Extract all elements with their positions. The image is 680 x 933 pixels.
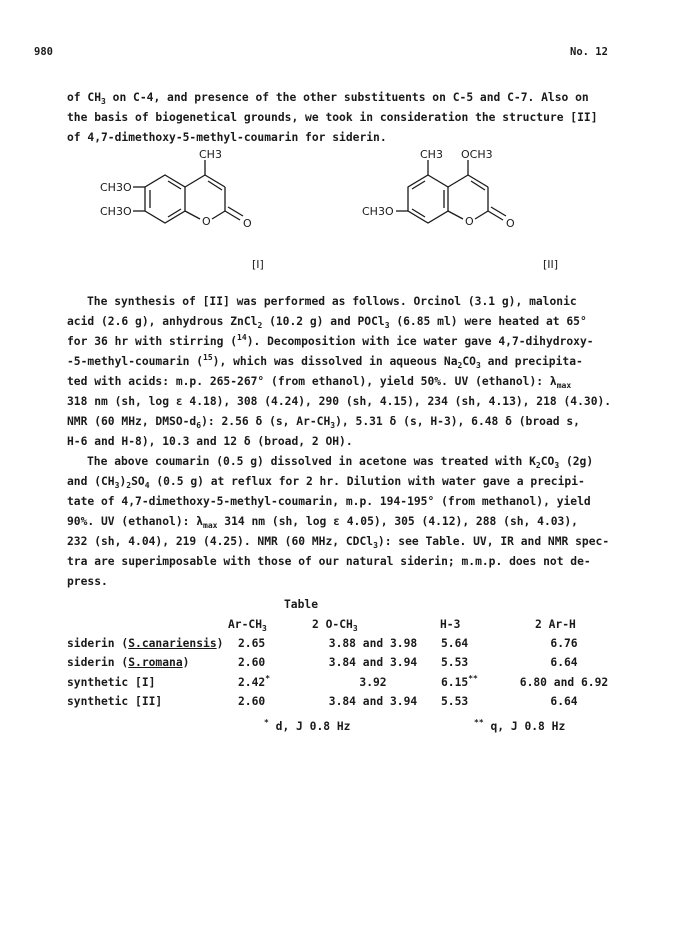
row-3-arh: 6.80 and 6.92 [519, 676, 609, 689]
s2-carbonyl-oxygen: O [506, 217, 515, 230]
syn-line-8: H-6 and H-8), 10.3 and 12 δ (broad, 2 OH). [67, 435, 353, 448]
meth-line-4: 90%. UV (ethanol): $\lambda_{max}$ 314 nm (sh, log ε 4.05), 305 (4.12), 288 (sh, 4.03), [67, 515, 578, 530]
row-2-compound: siderin [67, 656, 115, 669]
chemical-structures [0, 150, 680, 280]
footnote-star-text: d, J 0.8 Hz [275, 720, 351, 733]
row-1-compound: siderin [67, 637, 115, 650]
s2-ch3-top: CH3 [420, 150, 443, 161]
row-1-arh: 6.76 [550, 637, 578, 650]
col-header-arh: 2 Ar-H [535, 618, 576, 631]
syn-line-6: 318 nm (sh, log ε 4.18), 308 (4.24), 290 (sh, 4.15), 234 (sh, 4.13), 218 (4.30). [67, 395, 612, 408]
synthesis-paragraph [67, 292, 627, 592]
intro-line-3: of 4,7-dimethoxy-5-methyl-coumarin for siderin. [67, 131, 387, 144]
row-1-source: S.canariensis [128, 637, 217, 650]
row-3-name [67, 676, 155, 689]
s1-ch3o-lower: CH3O [100, 205, 132, 218]
s1-ring-oxygen: O [202, 215, 211, 228]
meth-line-2: and $(CH_3)_2SO_4$ (0.5 g) at reflux for 2 hr. Dilution with water gave a precipi- [67, 475, 585, 490]
row-2-name: siderin (S.romana) [67, 656, 190, 669]
row-2-h3: 5.53 [441, 656, 469, 669]
row-2-och3: 3.84 and 3.94 [328, 656, 418, 669]
meth-line-3: tate of 4,7-dimethoxy-5-methyl-coumarin, m.p. 194-195° (from methanol), yield [67, 495, 591, 508]
row-1-h3: 5.64 [441, 637, 469, 650]
s2-ring-oxygen: O [465, 215, 474, 228]
row-3-compound: synthetic [67, 676, 129, 689]
footnote-star: * d, J 0.8 Hz [264, 718, 351, 733]
row-3-och3: 3.92 [359, 676, 387, 689]
meth-line-5: 232 (sh, 4.04), 219 (4.25). NMR (60 MHz, CDCl$_3$): see Table. UV, IR and NMR spec- [67, 535, 610, 550]
footnote-double-star: ** q, J 0.8 Hz [474, 718, 566, 733]
row-1-name: siderin (S.canariensis) [67, 637, 224, 650]
table-title: Table [284, 598, 319, 611]
row-4-och3: 3.84 and 3.94 [328, 695, 418, 708]
intro-line-1: of $CH_3$ on C-4, and presence of the other substituents on C-5 and C-7. Also on [67, 91, 589, 106]
page-number: 980 [34, 46, 53, 58]
row-2-source: S.romana [128, 656, 183, 669]
row-3-arch3: 2.42* [238, 674, 271, 689]
row-3-source: [I] [135, 676, 156, 689]
s1-carbonyl-oxygen: O [243, 217, 252, 230]
row-4-name [67, 695, 162, 708]
row-1-arch3: 2.65 [238, 637, 266, 650]
s2-label: [II] [543, 258, 559, 271]
meth-line-1: The above coumarin (0.5 g) dissolved in acetone was treated with $K_2CO_3$ (2g) [87, 455, 594, 470]
s1-ch3o-upper: CH3O [100, 181, 132, 194]
row-2-arch3: 2.60 [238, 656, 266, 669]
row-1-och3: 3.88 and 3.98 [328, 637, 418, 650]
s2-ch3o: CH3O [362, 205, 394, 218]
meth-line-6: tra are superimposable with those of our natural siderin; m.m.p. does not de- [67, 555, 591, 568]
syn-line-5: ted with acids: m.p. 265-267° (from ethanol), yield 50%. UV (ethanol): $\lambda_{max}$ [67, 375, 572, 390]
row-4-arh: 6.64 [550, 695, 578, 708]
row-2-arh: 6.64 [550, 656, 578, 669]
row-4-arch3: 2.60 [238, 695, 266, 708]
s2-och3-top: OCH3 [461, 150, 493, 161]
syn-line-2: acid (2.6 g), anhydrous ZnCl$_2$ (10.2 g) and POCl$_3$ (6.85 ml) were heated at 65° [67, 315, 587, 330]
s1-ch3-top: CH3 [199, 150, 222, 161]
row-4-source: [II] [135, 695, 163, 708]
row-3-arch3-value: 2.42 [238, 676, 266, 689]
col-header-arch3: $Ar-CH_3$ [228, 618, 267, 633]
intro-line-2: the basis of biogenetical grounds, we took in consideration the structure [II] [67, 111, 598, 124]
syn-line-7: NMR (60 MHz, DMSO-$d_6$): 2.56 δ (s, $Ar-CH_3$), 5.31 δ (s, H-3), 6.48 δ (broad s, [67, 415, 580, 430]
row-4-h3: 5.53 [441, 695, 469, 708]
row-3-h3: 6.15** [441, 674, 478, 689]
journal-issue-number: No. 12 [570, 46, 608, 58]
row-3-h3-value: 6.15 [441, 676, 469, 689]
s1-label: [I] [252, 258, 264, 271]
syn-line-1: The synthesis of [II] was performed as follows. Orcinol (3.1 g), malonic [87, 295, 577, 308]
col-header-h3: H-3 [440, 618, 461, 631]
intro-paragraph [67, 88, 627, 148]
col-header-och3: 2 $O-CH_3$ [312, 618, 358, 633]
meth-line-7: press. [67, 575, 108, 588]
footnote-double-star-text: q, J 0.8 Hz [490, 720, 566, 733]
syn-line-3: for 36 hr with stirring ($^{14}$). Decomposition with ice water gave 4,7-dihydroxy- [67, 333, 594, 348]
syn-line-4: -5-methyl-coumarin ($^{15}$), which was dissolved in aqueous $Na_2CO_3$ and precipita- [67, 353, 583, 370]
row-4-compound: synthetic [67, 695, 129, 708]
